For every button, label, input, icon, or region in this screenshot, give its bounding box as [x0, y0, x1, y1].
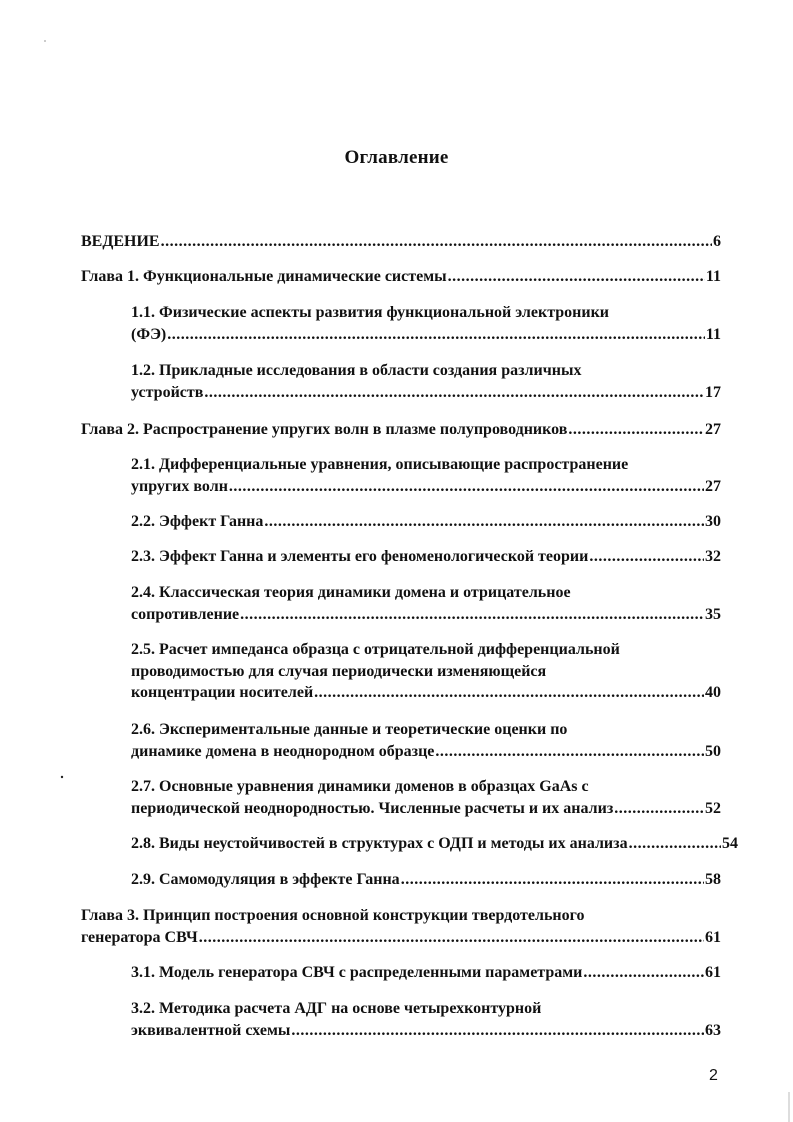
scan-edge	[788, 1092, 790, 1122]
toc-page-number: 32	[705, 548, 721, 565]
toc-page-number: 6	[713, 233, 721, 250]
toc-entry-title-line: Глава 3. Принцип построения основной конструкции твердотельного	[81, 907, 585, 924]
toc-entry-title: 2.2. Эффект Ганна	[131, 513, 264, 530]
toc-page-number: 11	[705, 268, 721, 285]
toc-entry-title: Глава 2. Распространение упругих волн в плазме полупроводников	[81, 421, 568, 438]
toc-page-number: 63	[705, 1021, 721, 1039]
toc-entry-title-line: сопротивление	[131, 605, 240, 623]
toc-entry-title-line: генератора СВЧ	[81, 928, 198, 946]
toc-page-number: 27	[705, 421, 721, 438]
toc-page-number: 50	[705, 742, 721, 760]
toc-entry-title: 2.3. Эффект Ганна и элементы его феноменологической теории	[131, 548, 589, 565]
scan-speck	[61, 776, 63, 778]
toc-entry-title-line: 1.2. Прикладные исследования в области создания различных	[131, 362, 582, 379]
toc-page-number: 30	[705, 513, 721, 530]
toc-entry-title-line: 2.6. Экспериментальные данные и теоретические оценки по	[131, 721, 568, 738]
page-number: 2	[709, 1067, 718, 1084]
toc-entry-title-line: динамике домена в неоднородном образце	[131, 742, 435, 760]
toc-page-number: 52	[705, 799, 721, 817]
toc-page-number: 61	[705, 928, 721, 946]
toc-entry-title: 2.8. Виды неустойчивостей в структурах с ОДП и методы их анализа	[131, 835, 628, 852]
toc-entry-title-line: 3.2. Методика расчета АДГ на основе четырехконтурной	[131, 1000, 542, 1017]
toc-entry-title: 2.9. Самомодуляция в эффекте Ганна	[131, 871, 400, 888]
toc-page-number: 40	[705, 684, 721, 701]
toc-entry-title-line: эквивалентной схемы	[131, 1021, 291, 1039]
toc-entry-title: Глава 1. Функциональные динамические системы	[81, 268, 447, 285]
toc-entry-title-line: периодической неоднородностью. Численные расчеты и их анализ	[131, 799, 614, 817]
toc-entry-title-line: 1.1. Физические аспекты развития функциональной электроники	[131, 304, 610, 321]
toc-entry-title-line: устройств	[131, 383, 204, 401]
toc-entry-title-line: 2.5. Расчет импеданса образца с отрицательной дифференциальной	[131, 641, 620, 658]
toc-page-number: 17	[705, 383, 721, 401]
toc-entry-title-line: концентрации носителей	[131, 684, 314, 701]
toc-entry-title-line: 2.1. Дифференциальные уравнения, описывающие распространение	[131, 456, 629, 473]
toc-page-number: 58	[705, 871, 721, 888]
toc-page-number: 61	[705, 964, 721, 981]
toc-entry-title: ВЕДЕНИЕ	[81, 233, 160, 250]
toc-page-number: 54	[722, 835, 738, 852]
toc-entry-title-line: 2.4. Классическая теория динамики домена и отрицательное	[131, 584, 571, 601]
scan-speck	[44, 40, 46, 42]
toc-entry-title-line: упругих волн	[131, 477, 228, 495]
toc-entry-title: 3.1. Модель генератора СВЧ с распределенными параметрами	[131, 964, 583, 981]
page-title: Оглавление	[344, 147, 449, 168]
toc-page-number: 27	[705, 477, 721, 495]
toc-entry-title-line: (ФЭ)	[131, 325, 167, 343]
toc-entry-title-line: 2.7. Основные уравнения динамики доменов в образцах GaAs с	[131, 778, 589, 795]
toc-entry-title-line: проводимостью для случая периодически изменяющейся	[131, 662, 547, 680]
toc-page-number: 35	[705, 605, 721, 623]
toc-page-number: 11	[705, 325, 721, 343]
